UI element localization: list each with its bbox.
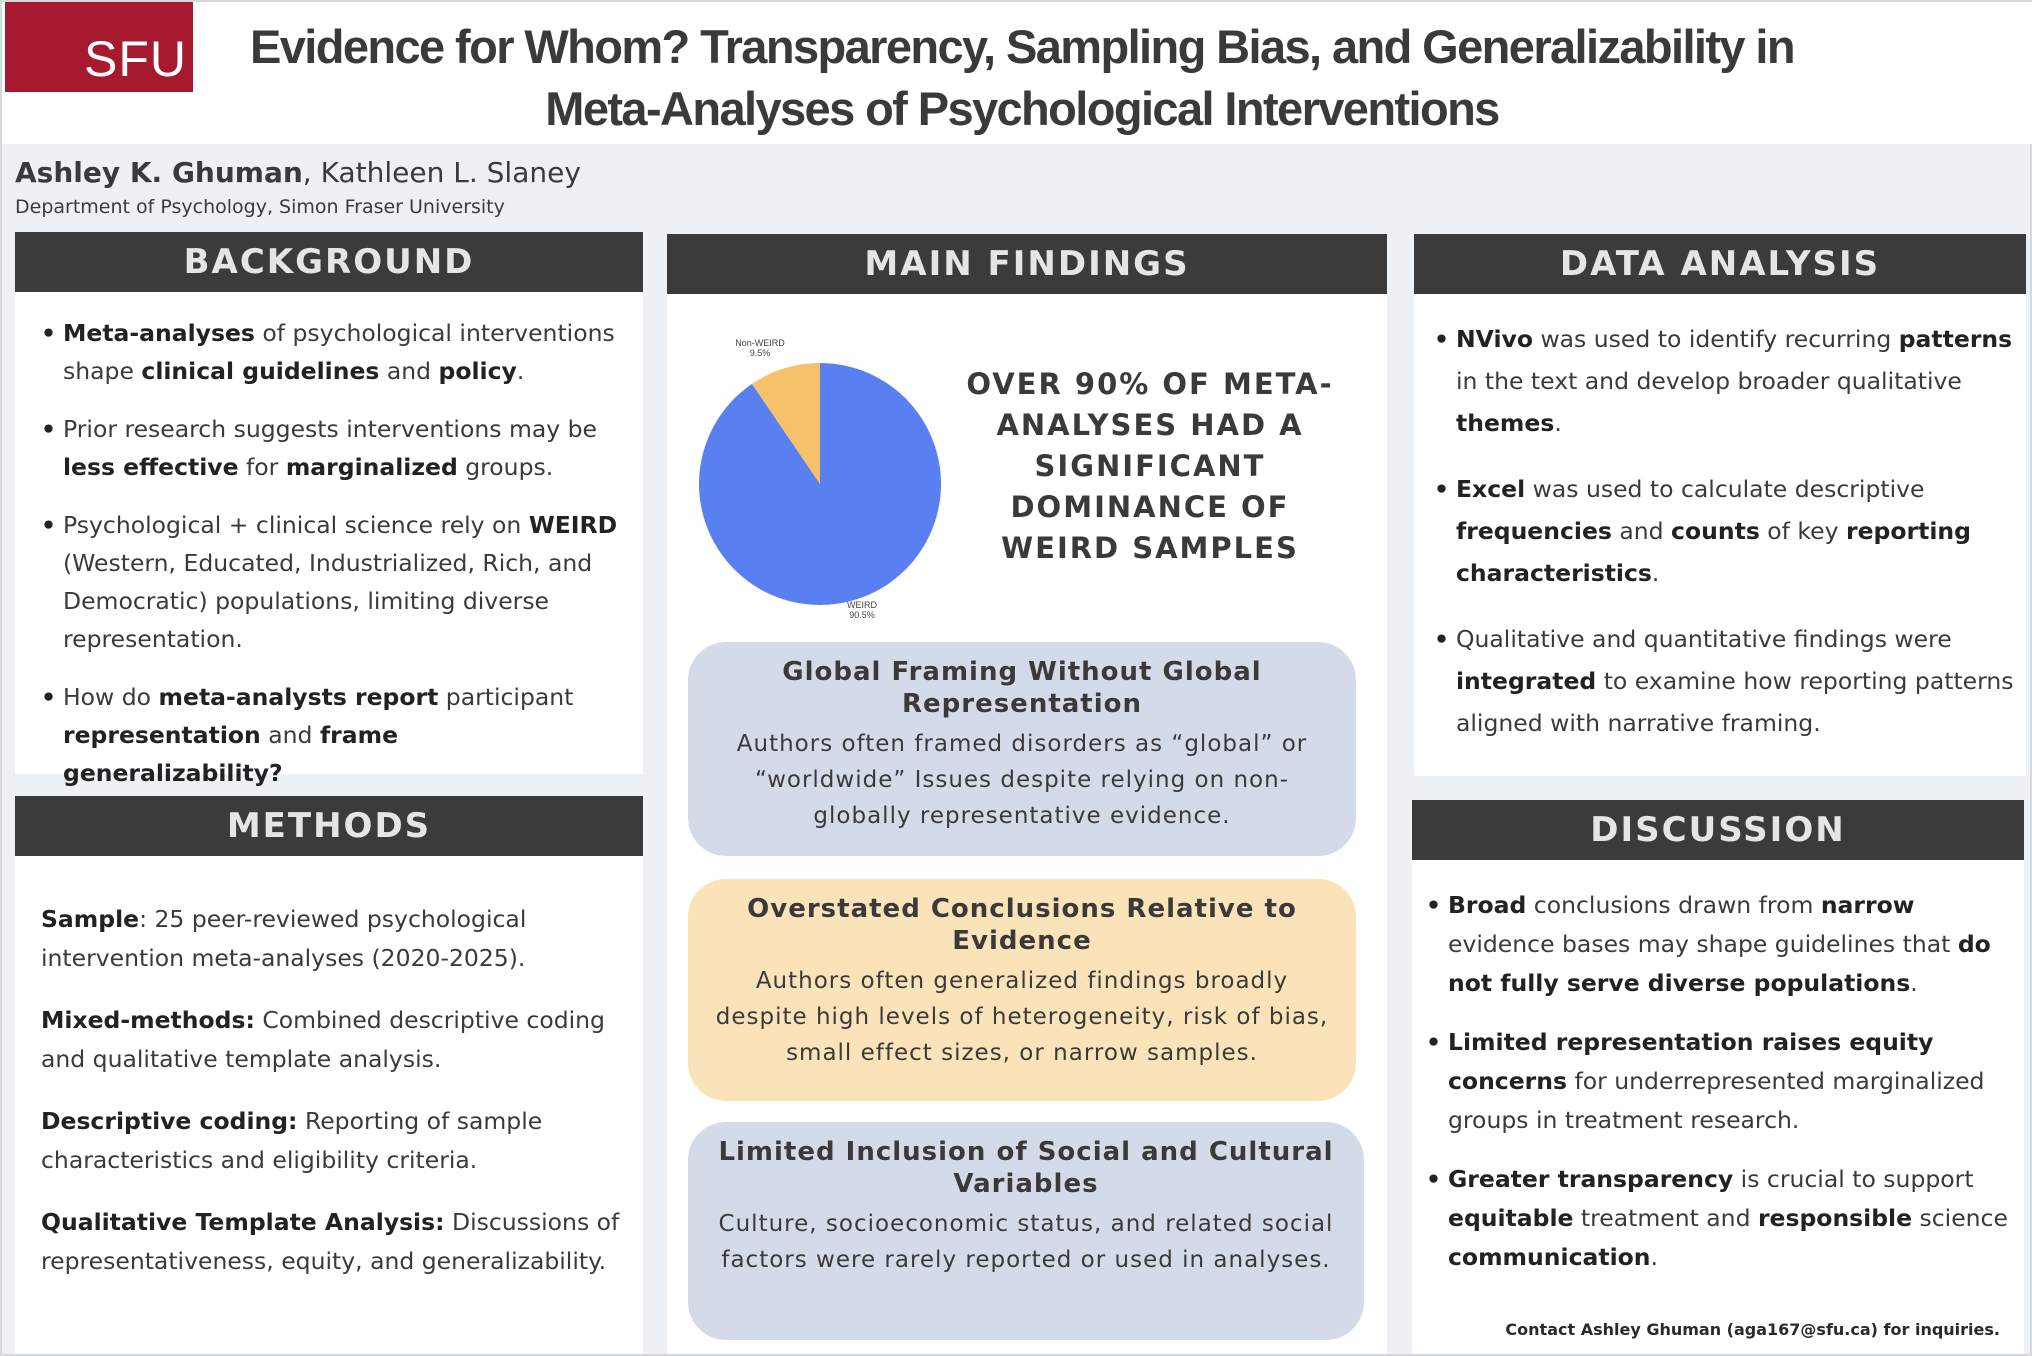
disc-b2-bold-1: Limited representation raises equity concerns [1448,1028,1934,1095]
background-panel [15,292,643,787]
background-bullet-2 [63,410,623,486]
data-analysis-bullet-1 [1456,318,2016,444]
bg-b2-bold-1: less effective [63,453,239,481]
bg-b1-text-2: and [379,357,439,385]
bg-b3-text-2: (Western, Educated, Industrialized, Rich, and Democratic) populations, limiting diverse representation. [63,549,593,653]
main-findings-heading [667,234,1387,294]
main-findings-heading-text: MAIN FINDINGS [864,244,1190,284]
background-heading [15,232,643,292]
bg-b1-bold-1: Meta-analyses [63,319,255,347]
pie-category-weird: WEIRD [847,600,877,610]
bg-b2-text-1: Prior research suggests interventions may be [63,415,597,443]
disc-b1-bold-1: Broad [1448,891,1527,919]
pie-label-weird [827,600,897,620]
da-b1-bold-1: NVivo [1456,325,1533,353]
background-heading-text: BACKGROUND [183,242,475,282]
data-analysis-list [1456,318,2016,744]
header-band [2,2,2032,144]
key-finding-headline: OVER 90% OF META-ANALYSES HAD A SIGNIFICANT DOMINANCE OF WEIRD SAMPLES [966,367,1334,565]
da-b2-text-3: of key [1759,517,1847,545]
pie-value-weird: 90.5% [849,610,875,620]
disc-b1-text-2: evidence bases may shape guidelines that [1448,930,1958,958]
discussion-list [1448,886,2018,1277]
disc-b2-text-1: for underrepresented marginalized groups in treatment research. [1448,1067,1985,1134]
bg-b4-bold-3: frame generalizability? [63,721,399,787]
bg-b2-text-3: groups. [457,453,554,481]
contact-note: Contact Ashley Ghuman (aga167@sfu.ca) for inquiries. [1505,1320,2000,1339]
pie-category-non-weird: Non-WEIRD [735,338,785,348]
methods-sample-label: Sample [41,905,140,933]
methods-sample-text: : 25 peer-reviewed psychological intervention meta-analyses (2020-2025). [41,905,527,972]
card1-body: Authors often framed disorders as “global” or “worldwide” Issues despite relying on non-globally representative evidence. [736,731,1308,829]
author-line [15,156,581,189]
disc-b1-bold-2: narrow [1820,891,1915,919]
disc-b1-text-3: . [1910,969,1918,997]
bg-b4-text-3: and [260,721,320,749]
bg-b2-bold-2: marginalized [285,453,458,481]
discussion-heading [1412,800,2024,860]
methods-descriptive-text: Reporting of sample characteristics and eligibility criteria. [41,1107,543,1174]
bg-b1-text-3: . [516,357,525,385]
logo-text: SFU [84,31,187,87]
methods-descriptive [41,1102,621,1180]
bg-b3-bold-1: WEIRD [528,511,618,539]
discussion-panel [1412,860,2024,1354]
data-analysis-bullet-3 [1456,618,2016,744]
methods-mixed [41,1001,621,1079]
title-line-2: Meta-Analyses of Psychological Interventions [545,82,1499,135]
disc-b3-text-3: science [1912,1204,2008,1232]
data-analysis-heading [1414,234,2026,294]
methods-mixed-label: Mixed-methods: [41,1006,255,1034]
card2-title: Overstated Conclusions Relative to Evidence [747,894,1297,956]
da-b2-bold-2: frequencies [1456,517,1612,545]
card1-title: Global Framing Without Global Representation [782,657,1262,719]
finding-card-limited-inclusion [688,1122,1364,1340]
data-analysis-panel [1414,294,2026,776]
da-b3-text-2: to examine how reporting patterns aligned with narrative framing. [1456,667,2014,737]
disc-b3-text-4: . [1650,1243,1658,1271]
methods-heading-text: METHODS [226,806,432,846]
da-b3-text-1: Qualitative and quantitative findings were [1456,625,1952,653]
finding-card-overstated-conclusions [688,879,1356,1101]
card3-body: Culture, socioeconomic status, and related social factors were rarely reported or used in analyses. [718,1211,1334,1273]
methods-qualitative [41,1203,621,1281]
background-bullet-3 [63,506,623,658]
background-bullet-4 [63,678,623,792]
da-b1-bold-2: patterns [1898,325,2013,353]
bg-b1-bold-2: clinical guidelines [141,357,380,385]
disc-b3-bold-4: communication [1448,1243,1651,1271]
disc-b3-bold-3: responsible [1757,1204,1913,1232]
bg-b1-text-1: of psychological interventions shape [63,319,615,385]
methods-panel [15,856,643,1354]
affiliation: Department of Psychology, Simon Fraser University [15,196,505,218]
discussion-bullet-1 [1448,886,2018,1003]
da-b2-bold-3: counts [1671,517,1760,545]
background-list [63,314,623,792]
card3-title: Limited Inclusion of Social and Cultural Variables [718,1137,1334,1199]
da-b2-bold-1: Excel [1456,475,1526,503]
pie-label-non-weird [722,338,798,358]
finding-card-global-framing [688,642,1356,856]
da-b3-bold-1: integrated [1456,667,1597,695]
discussion-bullet-2 [1448,1023,2018,1140]
disc-b3-bold-1: Greater transparency [1448,1165,1734,1193]
bg-b1-bold-3: policy [438,357,517,385]
disc-b3-text-1: is crucial to support [1733,1165,1974,1193]
primary-author: Ashley K. Ghuman [15,156,303,189]
disc-b3-text-2: treatment and [1573,1204,1758,1232]
bg-b4-text-2: participant [438,683,574,711]
disc-b1-text-1: conclusions drawn from [1526,891,1821,919]
discussion-bullet-3 [1448,1160,2018,1277]
poster-title [202,16,1842,140]
disc-b1-bold-3: do not fully serve diverse populations [1448,930,1991,997]
sfu-logo [5,2,193,92]
pie-svg [682,338,972,628]
methods-descriptive-label: Descriptive coding: [41,1107,298,1135]
da-b1-text-3: . [1554,409,1562,437]
da-b2-text-1: was used to calculate descriptive [1525,475,1925,503]
bg-b4-bold-2: representation [63,721,261,749]
methods-sample [41,900,621,978]
da-b1-text-1: was used to identify recurring [1532,325,1899,353]
pie-value-non-weird: 9.5% [749,348,771,358]
data-analysis-heading-text: DATA ANALYSIS [1559,244,1881,284]
author-separator: , [302,156,321,189]
data-analysis-bullet-2 [1456,468,2016,594]
da-b1-text-2: in the text and develop broader qualitative [1456,367,1962,395]
weird-pie-chart [682,338,972,628]
card2-body: Authors often generalized findings broadly despite high levels of heterogeneity, risk of bias, small effect sizes, or narrow samples. [715,968,1329,1066]
da-b2-text-2: and [1611,517,1672,545]
background-bullet-1 [63,314,623,390]
methods-mixed-text: Combined descriptive coding and qualitative template analysis. [41,1006,605,1073]
da-b2-bold-4: reporting characteristics [1456,517,1971,587]
bg-b3-text-1: Psychological + clinical science rely on [63,511,529,539]
discussion-heading-text: DISCUSSION [1590,810,1846,850]
bg-b2-text-2: for [238,453,286,481]
bg-b4-text-1: How do [63,683,159,711]
title-line-1: Evidence for Whom? Transparency, Sampling Bias, and Generalizability in [250,20,1794,73]
methods-heading [15,796,643,856]
secondary-author: Kathleen L. Slaney [320,156,581,189]
da-b2-text-4: . [1651,559,1660,587]
da-b1-bold-3: themes [1456,409,1555,437]
disc-b3-bold-2: equitable [1448,1204,1574,1232]
methods-qualitative-label: Qualitative Template Analysis: [41,1208,445,1236]
bg-b4-bold-1: meta-analysts report [158,683,439,711]
methods-qualitative-text: Discussions of representativeness, equity, and generalizability. [41,1208,620,1275]
